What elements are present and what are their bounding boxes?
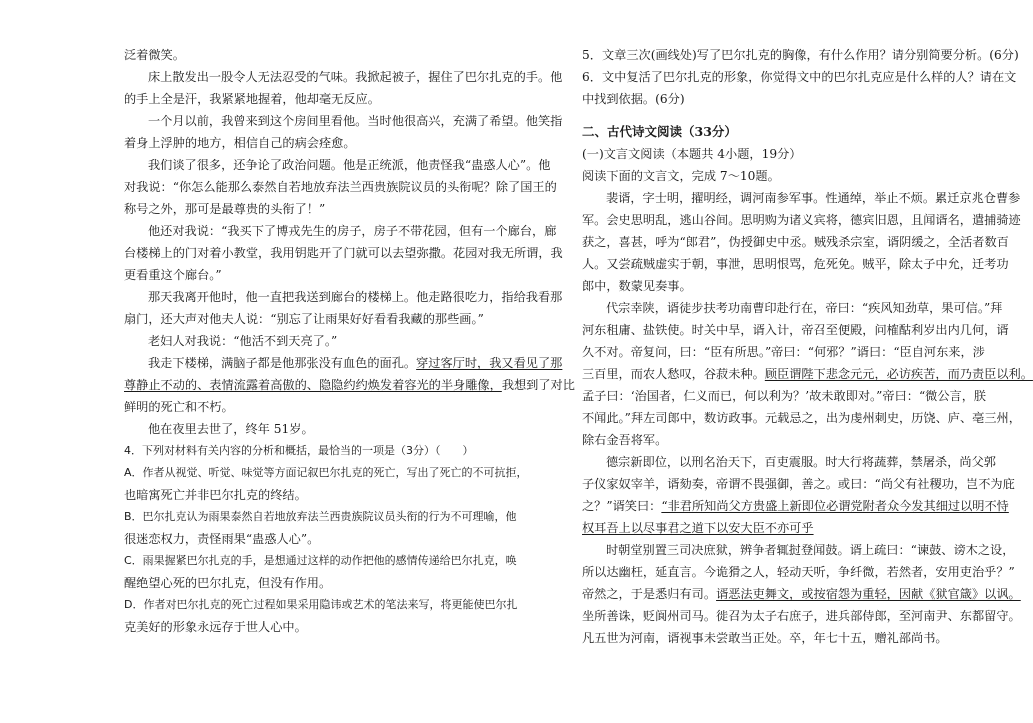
text-line: 那天我离开他时，他一直把我送到廊台的楼梯上。他走路很吃力，指给我看那 <box>148 290 563 304</box>
text-line: 很迷恋权力，责怪雨果“蛊惑人心”。 <box>124 532 320 546</box>
text-line: 台楼梯上的门对着小教堂，我用钥匙开了门就可以去望弥撒。花园对我无所谓，我 <box>124 246 563 260</box>
underlined-segment: 谞恶法吏舞文，或按宿怨为重轻，因献《狱官箴》以讽。 <box>716 587 1021 601</box>
text-line: 的手上全是汗，我紧紧地握着，他却毫无反应。 <box>124 92 380 106</box>
text-line: 人。又尝疏贼虚实于朝，事泄，思明恨骂，危死免。贼平，除太子中允，迁考功 <box>582 257 1009 271</box>
text-line: 一个月以前，我曾来到这个房间里看他。当时他很高兴，充满了希望。他笑指 <box>148 114 563 128</box>
text-line: 称号之外，那可是最尊贵的头衔了！” <box>124 202 326 216</box>
text-line: 孟子曰：‘治国者，仁义而已，何以利为？’故未敢即对。”帝曰：“微公言，朕 <box>582 389 987 403</box>
instructions: 阅读下面的文言文，完成 7～10题。 <box>582 169 780 183</box>
text-line: 时朝堂别置三司决庶狱，辨争者辄挝登闻鼓。谞上疏曰：“谏鼓、谤木之设， <box>606 543 1015 557</box>
text-line: 不闻此。”拜左司郎中，数访政事。元载忌之，出为虔州刺史，历饶、庐、亳三州， <box>582 411 1021 425</box>
text-line: 也暗寓死亡并非巴尔扎克的终结。 <box>124 488 307 502</box>
option-b: B．巴尔扎克认为雨果泰然自若地放弃法兰西贵族院议员头衔的行为不可理喻，他 <box>124 510 517 523</box>
text-line: 河东租庸、盐铁使。时关中旱，谞入计，帝召至便殿，问榷酤利岁出内几何，谞 <box>582 323 1009 337</box>
text-line: 着身上浮肿的地方，相信自己的病会痊愈。 <box>124 136 356 150</box>
question-5: 5．文章三次(画线处)写了巴尔扎克的胸像，有什么作用？请分别简要分析。(6分) <box>582 48 1019 62</box>
text-line <box>582 495 1009 517</box>
text-segment: 我走下楼梯，满脑子都是他那张没有血色的面孔。 <box>148 356 417 370</box>
text-line: 德宗新即位，以刑名治天下，百吏震服。时大行将蔬葬，禁屠杀，尚父郭 <box>606 455 996 469</box>
text-line <box>582 583 1021 605</box>
text-line: 泛着微笑。 <box>124 48 185 62</box>
text-segment: 三百里，而农人愁叹，谷菽未种。 <box>582 367 765 381</box>
text-line: 床上散发出一股令人无法忍受的气味。我掀起被子，握住了巴尔扎克的手。他 <box>148 70 563 84</box>
option-a: A．作者从视觉、听觉、味觉等方面记叙巴尔扎克的死亡，写出了死亡的不可抗拒， <box>124 466 528 479</box>
text-line: 我们谈了很多，还争论了政治问题。他是正统派，他责怪我“蛊惑人心”。他 <box>148 158 551 172</box>
text-line: 老妇人对我说：“他活不到天亮了。” <box>148 334 338 348</box>
text-line: 更看重这个廊台。” <box>124 268 222 282</box>
text-line <box>582 363 1033 385</box>
text-line: 扇门，还大声对他夫人说：“别忘了让雨果好好看看我藏的那些画。” <box>124 312 484 326</box>
text-line: 凡五世为河南，谞视事未尝敢当正处。卒，年七十五，赠礼部尚书。 <box>582 631 948 645</box>
text-line: 代宗幸陕，谞徒步扶考功南曹印赴行在，帝曰：“疾风知劲草，果可信。”拜 <box>606 301 1003 315</box>
text-line: 中找到依据。(6分) <box>582 92 685 106</box>
subsection-heading: (一)文言文阅读（本题共 4小题，19分） <box>582 147 802 161</box>
underlined-line: 权耳吾上以尽事君之道下以安大臣不亦可乎 <box>582 521 814 535</box>
text-line: 子仪家奴宰羊，谞劾奏，帝谓不畏强御，善之。或曰：“尚父有社稷功，岂不为庇 <box>582 477 1015 491</box>
underlined-segment: 顾臣谓陛下悲念元元，必访疾苦，而乃责臣以利。 <box>764 367 1033 381</box>
question-4-stem: 4．下列对材料有关内容的分析和概括，最恰当的一项是（3分）（ ） <box>124 444 474 457</box>
text-line <box>124 352 563 374</box>
text-line: 鲜明的死亡和不朽。 <box>124 400 234 414</box>
text-line: 裴谞，字士明，擢明经，调河南参军事。性通绰，举止不烦。累迁京兆仓曹参 <box>606 191 1021 205</box>
text-line: 他在夜里去世了，终年 51岁。 <box>148 422 314 436</box>
text-segment: 我想到了对比 <box>501 378 575 392</box>
underlined-segment: “非君所知尚父方贵盛上新即位必谓党附者众今发其细过以明不恃 <box>661 499 1009 513</box>
text-line: 对我说：“你怎么能那么泰然自若地放弃法兰西贵族院议员的头衔呢？除了国王的 <box>124 180 557 194</box>
option-c: C．雨果握紧巴尔扎克的手，是想通过这样的动作把他的感情传递给巴尔扎克，唤 <box>124 554 517 567</box>
text-line: 军。会史思明乱，逃山谷间。思明购为诸义宾将，德宾旧恩，且闻谞名，遣捕骑迹 <box>582 213 1021 227</box>
text-line: 所以达幽枉，延直言。今诡猾之人，轻动天听，争纤微，若然者，安用吏治乎？” <box>582 565 1015 579</box>
text-line: 郎中，数蒙见奏事。 <box>582 279 692 293</box>
question-6: 6．文中复活了巴尔扎克的形象，你觉得文中的巴尔扎克应是什么样的人？请在文 <box>582 70 1017 84</box>
text-line <box>124 374 575 396</box>
text-segment: 帝然之，于是悉归有司。 <box>582 587 717 601</box>
text-line: 获之，喜甚，呼为“郎君”，伪授御史中丞。贼残杀宗室，谞阴缓之，全活者数百 <box>582 235 1009 249</box>
text-line: 醒绝望心死的巴尔扎克，但没有作用。 <box>124 576 332 590</box>
spacer <box>582 110 958 121</box>
text-segment: 之？”谞笑曰： <box>582 499 662 513</box>
text-line: 久不对。帝复问，曰：“臣有所思。”帝曰：“何邪？”谞曰：“臣自河东来，涉 <box>582 345 985 359</box>
text-line: 克美好的形象永远存于世人心中。 <box>124 620 307 634</box>
underlined-segment: 穿过客厅时，我又看见了那 <box>416 356 563 370</box>
section-heading: 二、古代诗文阅读（33分） <box>582 124 737 139</box>
text-line: 他还对我说：“我买下了博戎先生的房子，房子不带花园，但有一个廊台，廊 <box>148 224 557 238</box>
underlined-segment: 尊静止不动的、表情流露着高傲的、隐隐约约焕发着容光的半身雕像， <box>124 378 502 392</box>
right-column <box>582 44 1033 649</box>
text-line: 坐所善诛，贬阆州司马。徙召为太子右庶子，进兵部侍郎，至河南尹、东都留守。 <box>582 609 1021 623</box>
option-d: D．作者对巴尔扎克的死亡过程如果采用隐讳或艺术的笔法来写，将更能使巴尔扎 <box>124 598 518 611</box>
text-line: 除右金吾将军。 <box>582 433 668 447</box>
left-column <box>124 44 575 638</box>
